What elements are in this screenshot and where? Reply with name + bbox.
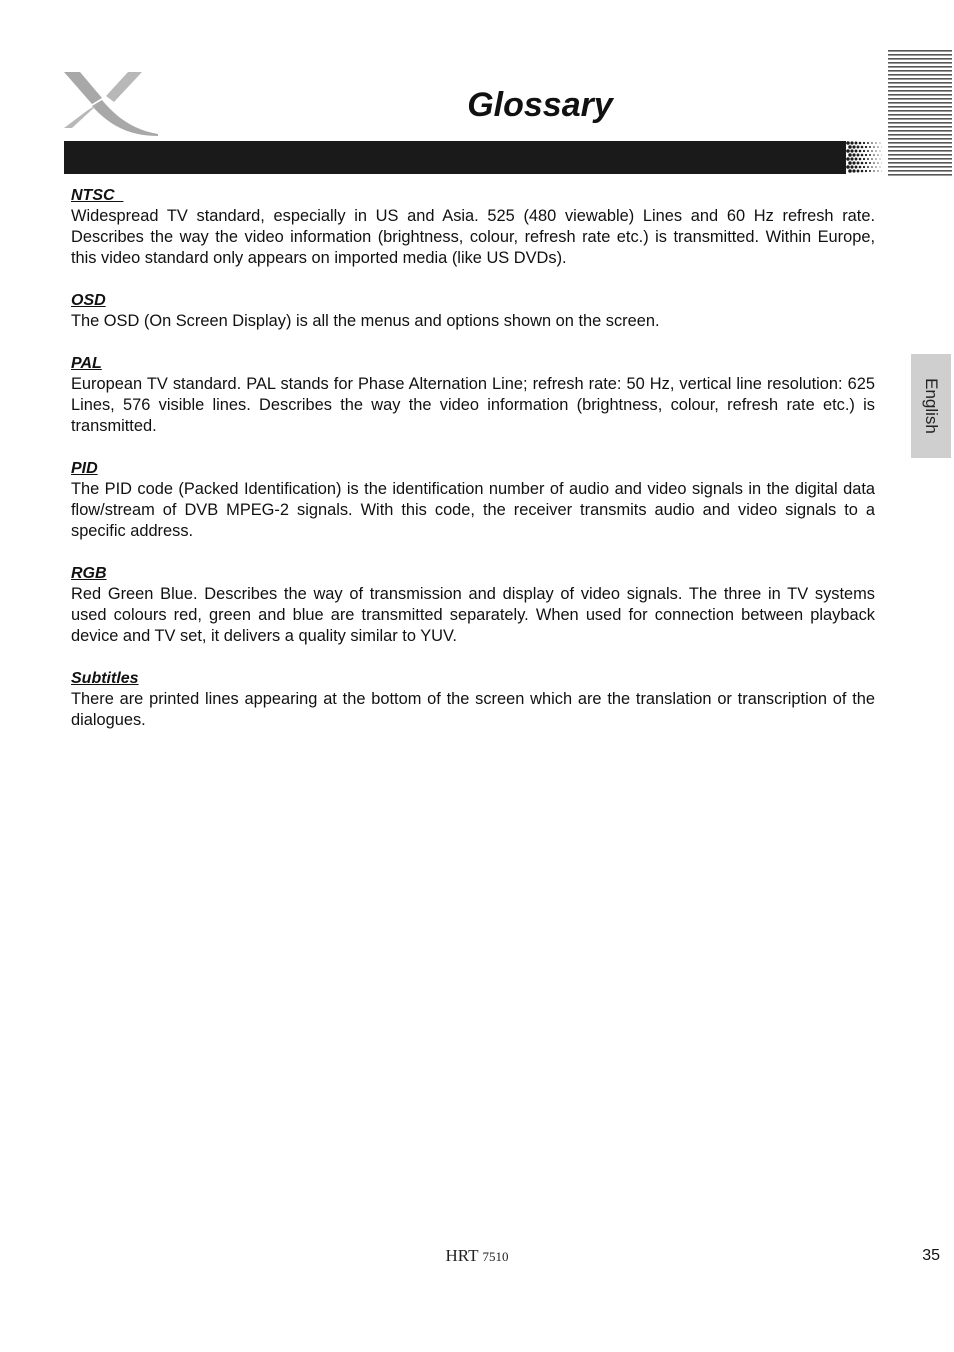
stripes-decoration: [888, 50, 952, 178]
glossary-term: PID: [71, 460, 98, 477]
glossary-entry-subtitles: [71, 668, 875, 731]
page-number: 35: [922, 1247, 940, 1264]
glossary-term: NTSC: [71, 187, 124, 204]
header-bar: [64, 141, 882, 174]
glossary-definition: Widespread TV standard, especially in US and Asia. 525 (480 viewable) Lines and 60 Hz refresh rate. Describes the way the video information (brightness, colour, refresh rate etc.) is transmitted. Within Europe, this video standard only appears on imported media (like US DVDs).: [71, 207, 875, 267]
glossary-term: PAL: [71, 355, 102, 372]
language-tab: [911, 354, 951, 458]
footer-model: [0, 1246, 954, 1266]
glossary-term: RGB: [71, 565, 107, 582]
glossary-term: Subtitles: [71, 670, 139, 687]
model-number: 7510: [482, 1249, 509, 1264]
page-title: Glossary: [467, 86, 613, 124]
language-tab-label: English: [922, 378, 941, 434]
glossary-entry-pal: [71, 353, 875, 437]
glossary-definition: Red Green Blue. Describes the way of transmission and display of video signals. The three in TV systems used colours red, green and blue are transmitted separately. When used for connection between playback device and TV set, it delivers a quality similar to YUV.: [71, 585, 875, 645]
glossary-entry-pid: [71, 458, 875, 542]
glossary-entry-osd: [71, 290, 875, 332]
glossary-definition: The PID code (Packed Identification) is the identification number of audio and video signals in the digital data flow/stream of DVB MPEG-2 signals. With this code, the receiver transmits audio and video signals to a specific address.: [71, 480, 875, 540]
glossary-term: OSD: [71, 292, 106, 309]
glossary-entry-ntsc: [71, 185, 875, 269]
glossary-list: [71, 185, 875, 752]
glossary-definition: The OSD (On Screen Display) is all the menus and options shown on the screen.: [71, 312, 660, 330]
glossary-entry-rgb: [71, 563, 875, 647]
glossary-definition: There are printed lines appearing at the bottom of the screen which are the translation or transcription of the dialogues.: [71, 690, 875, 729]
glossary-definition: European TV standard. PAL stands for Phase Alternation Line; refresh rate: 50 Hz, vertical line resolution: 625 Lines, 576 visible lines. Describes the way the video information (brightness, colour, refresh rate etc.) is transmitted.: [71, 375, 875, 435]
model-name: HRT: [445, 1246, 479, 1265]
